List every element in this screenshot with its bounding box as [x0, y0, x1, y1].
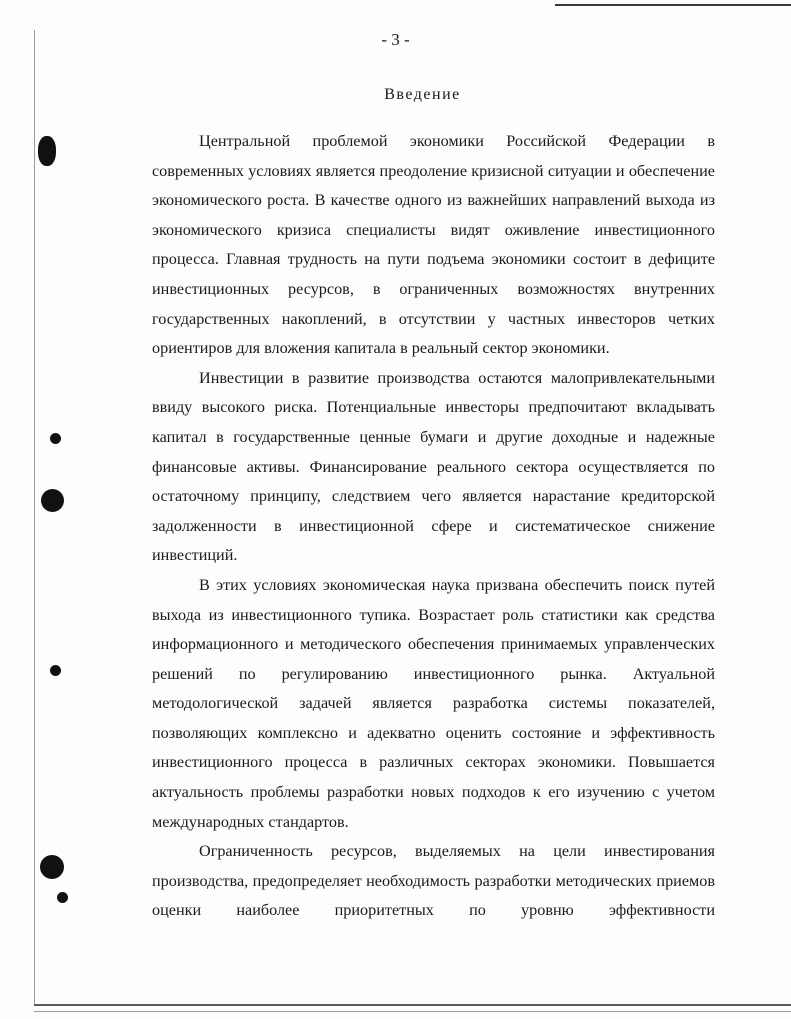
scan-edge-top [555, 4, 791, 6]
binding-hole [40, 855, 64, 879]
paragraph: Инвестиции в развитие производства остаются малопривлекательными ввиду высокого риска. Потенциальные инвесторы предпочитают вкладывать капитал в государственные ценные бумаги и другие доходные и надежные финансовые активы. Финансирование реального сектора осуществляется по остаточному принципу, следствием чего является нарастание кредиторской задолженности в инвестиционной сфере и систематическое снижение инвестиций. [152, 368, 715, 565]
page-number: - 3 - [381, 30, 410, 49]
body-text [152, 127, 715, 926]
paragraph: Ограниченность ресурсов, выделяемых на цели инвестирования производства, предопределяет необходимость разработки методических приемов оценки наиболее приоритетных по уровню эффективности [152, 842, 715, 920]
paragraph: Центральной проблемой экономики Российской Федерации в современных условиях является преодоление кризисной ситуации и обеспечение экономического роста. В качестве одного из важнейших направлений выхода из экономического кризиса специалисты видят оживление инвестиционного процесса. Главная трудность на пути подъема экономики состоит в дефиците инвестиционных ресурсов, в ограниченных возможностях внутренних государственных накоплений, в отсутствии у частных инвесторов четких ориентиров для вложения капитала в реальный сектор экономики. [152, 132, 715, 358]
scan-edge-bottom [34, 1004, 791, 1006]
binding-hole [41, 489, 64, 512]
scan-edge-left [34, 30, 35, 1005]
binding-hole [38, 136, 56, 166]
section-heading: Введение [384, 86, 461, 103]
scan-edge-bottom-inner [34, 1011, 791, 1012]
binding-hole [57, 892, 68, 903]
paragraph: В этих условиях экономическая наука призвана обеспечить поиск путей выхода из инвестиционного тупика. Возрастает роль статистики как средства информационного и методического обеспечения принимаемых управленческих решений по регулированию инвестиционного рынка. Актуальной методологической задачей является разработка системы показателей, позволяющих комплексно и адекватно оценить состояние и эффективность инвестиционного процесса в различных секторах экономики. Повышается актуальность проблемы разработки новых подходов к его изучению с учетом международных стандартов. [152, 575, 715, 831]
binding-hole [50, 433, 61, 444]
binding-hole [50, 665, 61, 676]
